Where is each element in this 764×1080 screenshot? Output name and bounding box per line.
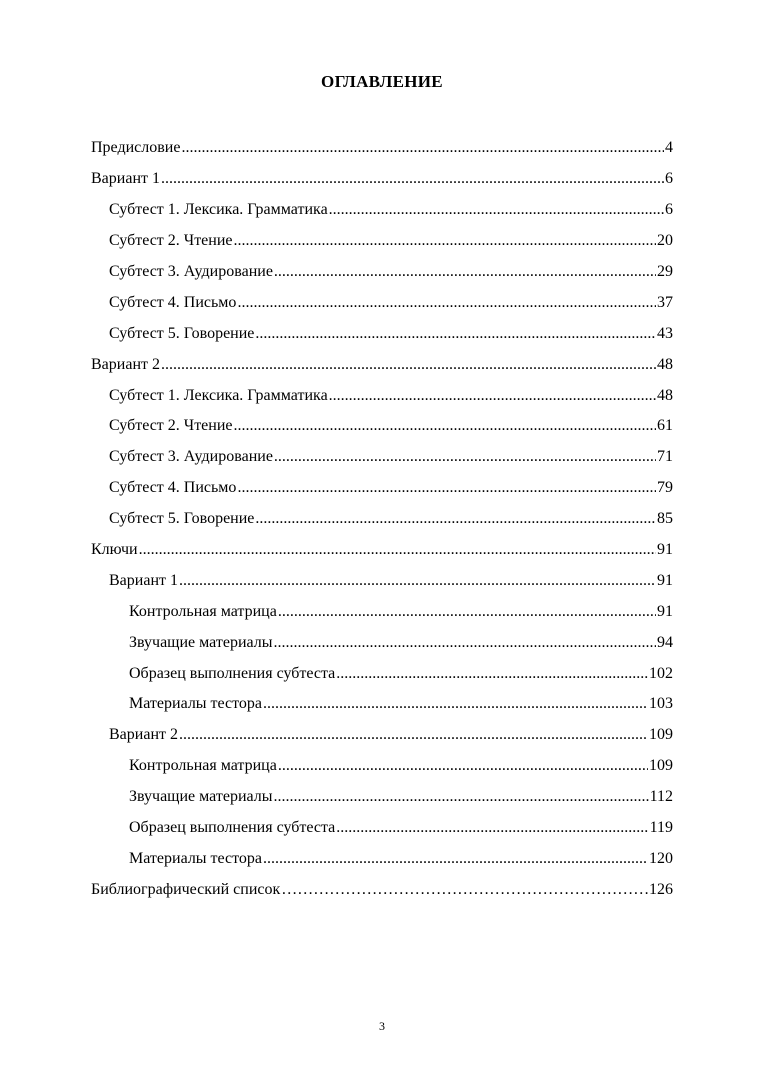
toc-entry[interactable] bbox=[91, 782, 673, 813]
toc-entry-page: 20 bbox=[657, 232, 673, 250]
toc-entry-label: Субтест 1. Лексика. Грамматика bbox=[109, 386, 328, 404]
toc-entry-page: 91 bbox=[657, 602, 673, 620]
toc-leader bbox=[281, 882, 648, 898]
toc-entry-page: 4 bbox=[665, 139, 673, 157]
toc-leader bbox=[336, 820, 648, 836]
toc-entry[interactable] bbox=[91, 226, 673, 257]
toc-entry-label: Предисловие bbox=[91, 139, 181, 157]
toc-leader bbox=[161, 357, 656, 373]
toc-entry-page: 94 bbox=[657, 633, 673, 651]
toc-entry-page: 29 bbox=[657, 263, 673, 280]
toc-leader bbox=[278, 758, 648, 774]
toc-leader bbox=[237, 480, 656, 496]
toc-entry[interactable] bbox=[91, 442, 673, 473]
toc-entry[interactable] bbox=[91, 658, 673, 689]
toc-entry[interactable] bbox=[91, 287, 673, 318]
toc-entry[interactable] bbox=[91, 504, 673, 535]
toc-entry[interactable] bbox=[91, 874, 673, 905]
toc-leader bbox=[234, 418, 656, 434]
toc-leader bbox=[255, 326, 656, 342]
toc-entry-label: Субтест 4. Письмо bbox=[109, 479, 237, 497]
toc-entry-label: Субтест 2. Чтение bbox=[109, 232, 233, 250]
toc-leader bbox=[161, 171, 664, 187]
toc-entry-label: Образец выполнения субтеста bbox=[129, 819, 336, 837]
toc-entry[interactable] bbox=[91, 164, 673, 195]
toc-leader bbox=[329, 388, 656, 404]
toc-leader bbox=[278, 604, 656, 620]
toc-entry-label: Субтест 5. Говорение bbox=[109, 324, 255, 342]
toc-entry-label: Субтест 3. Аудирование bbox=[109, 263, 273, 280]
toc-entry-page: 102 bbox=[649, 664, 673, 682]
toc-entry[interactable] bbox=[91, 318, 673, 349]
toc-entry-label: Субтест 3. Аудирование bbox=[109, 448, 273, 466]
toc-leader bbox=[139, 542, 656, 558]
toc-entry-label: Субтест 1. Лексика. Грамматика bbox=[109, 201, 328, 219]
toc-leader bbox=[274, 449, 656, 465]
toc-entry-page: 126 bbox=[649, 880, 673, 898]
toc-entry-page: 112 bbox=[649, 788, 673, 806]
toc-entry-page: 6 bbox=[665, 201, 673, 219]
toc-entry[interactable] bbox=[91, 473, 673, 504]
toc-entry[interactable] bbox=[91, 627, 673, 658]
toc-leader bbox=[329, 202, 664, 218]
table-of-contents bbox=[91, 133, 673, 905]
toc-entry[interactable] bbox=[91, 257, 673, 288]
toc-entry[interactable] bbox=[91, 689, 673, 720]
toc-entry-label: Субтест 5. Говорение bbox=[109, 510, 255, 528]
toc-entry[interactable] bbox=[91, 813, 673, 844]
toc-leader bbox=[181, 140, 664, 156]
toc-entry-label: Вариант 2 bbox=[109, 726, 178, 744]
toc-entry[interactable] bbox=[91, 565, 673, 596]
toc-entry-page: 37 bbox=[657, 293, 673, 311]
toc-entry-label: Звучащие материалы bbox=[129, 633, 273, 651]
toc-leader bbox=[237, 295, 656, 311]
toc-entry[interactable] bbox=[91, 195, 673, 226]
toc-entry-page: 43 bbox=[657, 324, 673, 342]
toc-entry-label: Материалы тестора bbox=[129, 849, 263, 867]
toc-entry-page: 85 bbox=[657, 510, 673, 528]
toc-leader bbox=[179, 727, 648, 743]
toc-entry[interactable] bbox=[91, 133, 673, 164]
toc-entry-page: 119 bbox=[649, 819, 673, 837]
toc-entry-label: Субтест 2. Чтение bbox=[109, 417, 233, 435]
toc-entry-page: 103 bbox=[649, 695, 673, 713]
toc-entry[interactable] bbox=[91, 349, 673, 380]
toc-entry-label: Вариант 1 bbox=[109, 571, 178, 589]
toc-entry-label: Ключи bbox=[91, 541, 138, 559]
toc-leader bbox=[179, 573, 656, 589]
toc-entry[interactable] bbox=[91, 380, 673, 411]
toc-entry-label: Библиографический список bbox=[91, 880, 281, 898]
toc-entry-page: 6 bbox=[665, 170, 673, 188]
toc-leader bbox=[274, 635, 657, 651]
toc-entry-label: Звучащие материалы bbox=[129, 788, 273, 806]
toc-leader bbox=[263, 851, 648, 867]
toc-entry-label: Материалы тестора bbox=[129, 695, 263, 713]
toc-entry-page: 91 bbox=[657, 541, 673, 559]
toc-entry-page: 91 bbox=[657, 571, 673, 589]
toc-entry[interactable] bbox=[91, 411, 673, 442]
toc-entry[interactable] bbox=[91, 751, 673, 782]
toc-entry[interactable] bbox=[91, 535, 673, 566]
toc-entry-page: 120 bbox=[649, 849, 673, 867]
toc-entry-label: Вариант 1 bbox=[91, 170, 160, 188]
toc-leader bbox=[255, 511, 656, 527]
toc-leader bbox=[274, 789, 649, 805]
toc-entry[interactable] bbox=[91, 843, 673, 874]
toc-entry-page: 61 bbox=[657, 417, 673, 435]
toc-leader bbox=[234, 233, 656, 249]
toc-leader bbox=[263, 696, 648, 712]
page-number: 3 bbox=[379, 1019, 385, 1033]
toc-entry[interactable] bbox=[91, 596, 673, 627]
toc-entry-page: 48 bbox=[657, 386, 673, 404]
toc-entry-page: 109 bbox=[649, 726, 673, 744]
toc-entry-label: Контрольная матрица bbox=[129, 757, 277, 775]
toc-leader bbox=[336, 666, 648, 682]
toc-entry-page: 71 bbox=[657, 448, 673, 466]
page-title: ОГЛАВЛЕНИЕ bbox=[321, 72, 443, 91]
toc-entry-label: Контрольная матрица bbox=[129, 602, 277, 620]
toc-entry-label: Образец выполнения субтеста bbox=[129, 664, 336, 682]
toc-leader bbox=[274, 264, 656, 280]
toc-entry-page: 79 bbox=[657, 479, 673, 497]
toc-entry-page: 109 bbox=[649, 757, 673, 775]
toc-entry[interactable] bbox=[91, 720, 673, 751]
toc-entry-page: 48 bbox=[657, 355, 673, 373]
toc-entry-label: Субтест 4. Письмо bbox=[109, 293, 237, 311]
toc-entry-label: Вариант 2 bbox=[91, 355, 160, 373]
